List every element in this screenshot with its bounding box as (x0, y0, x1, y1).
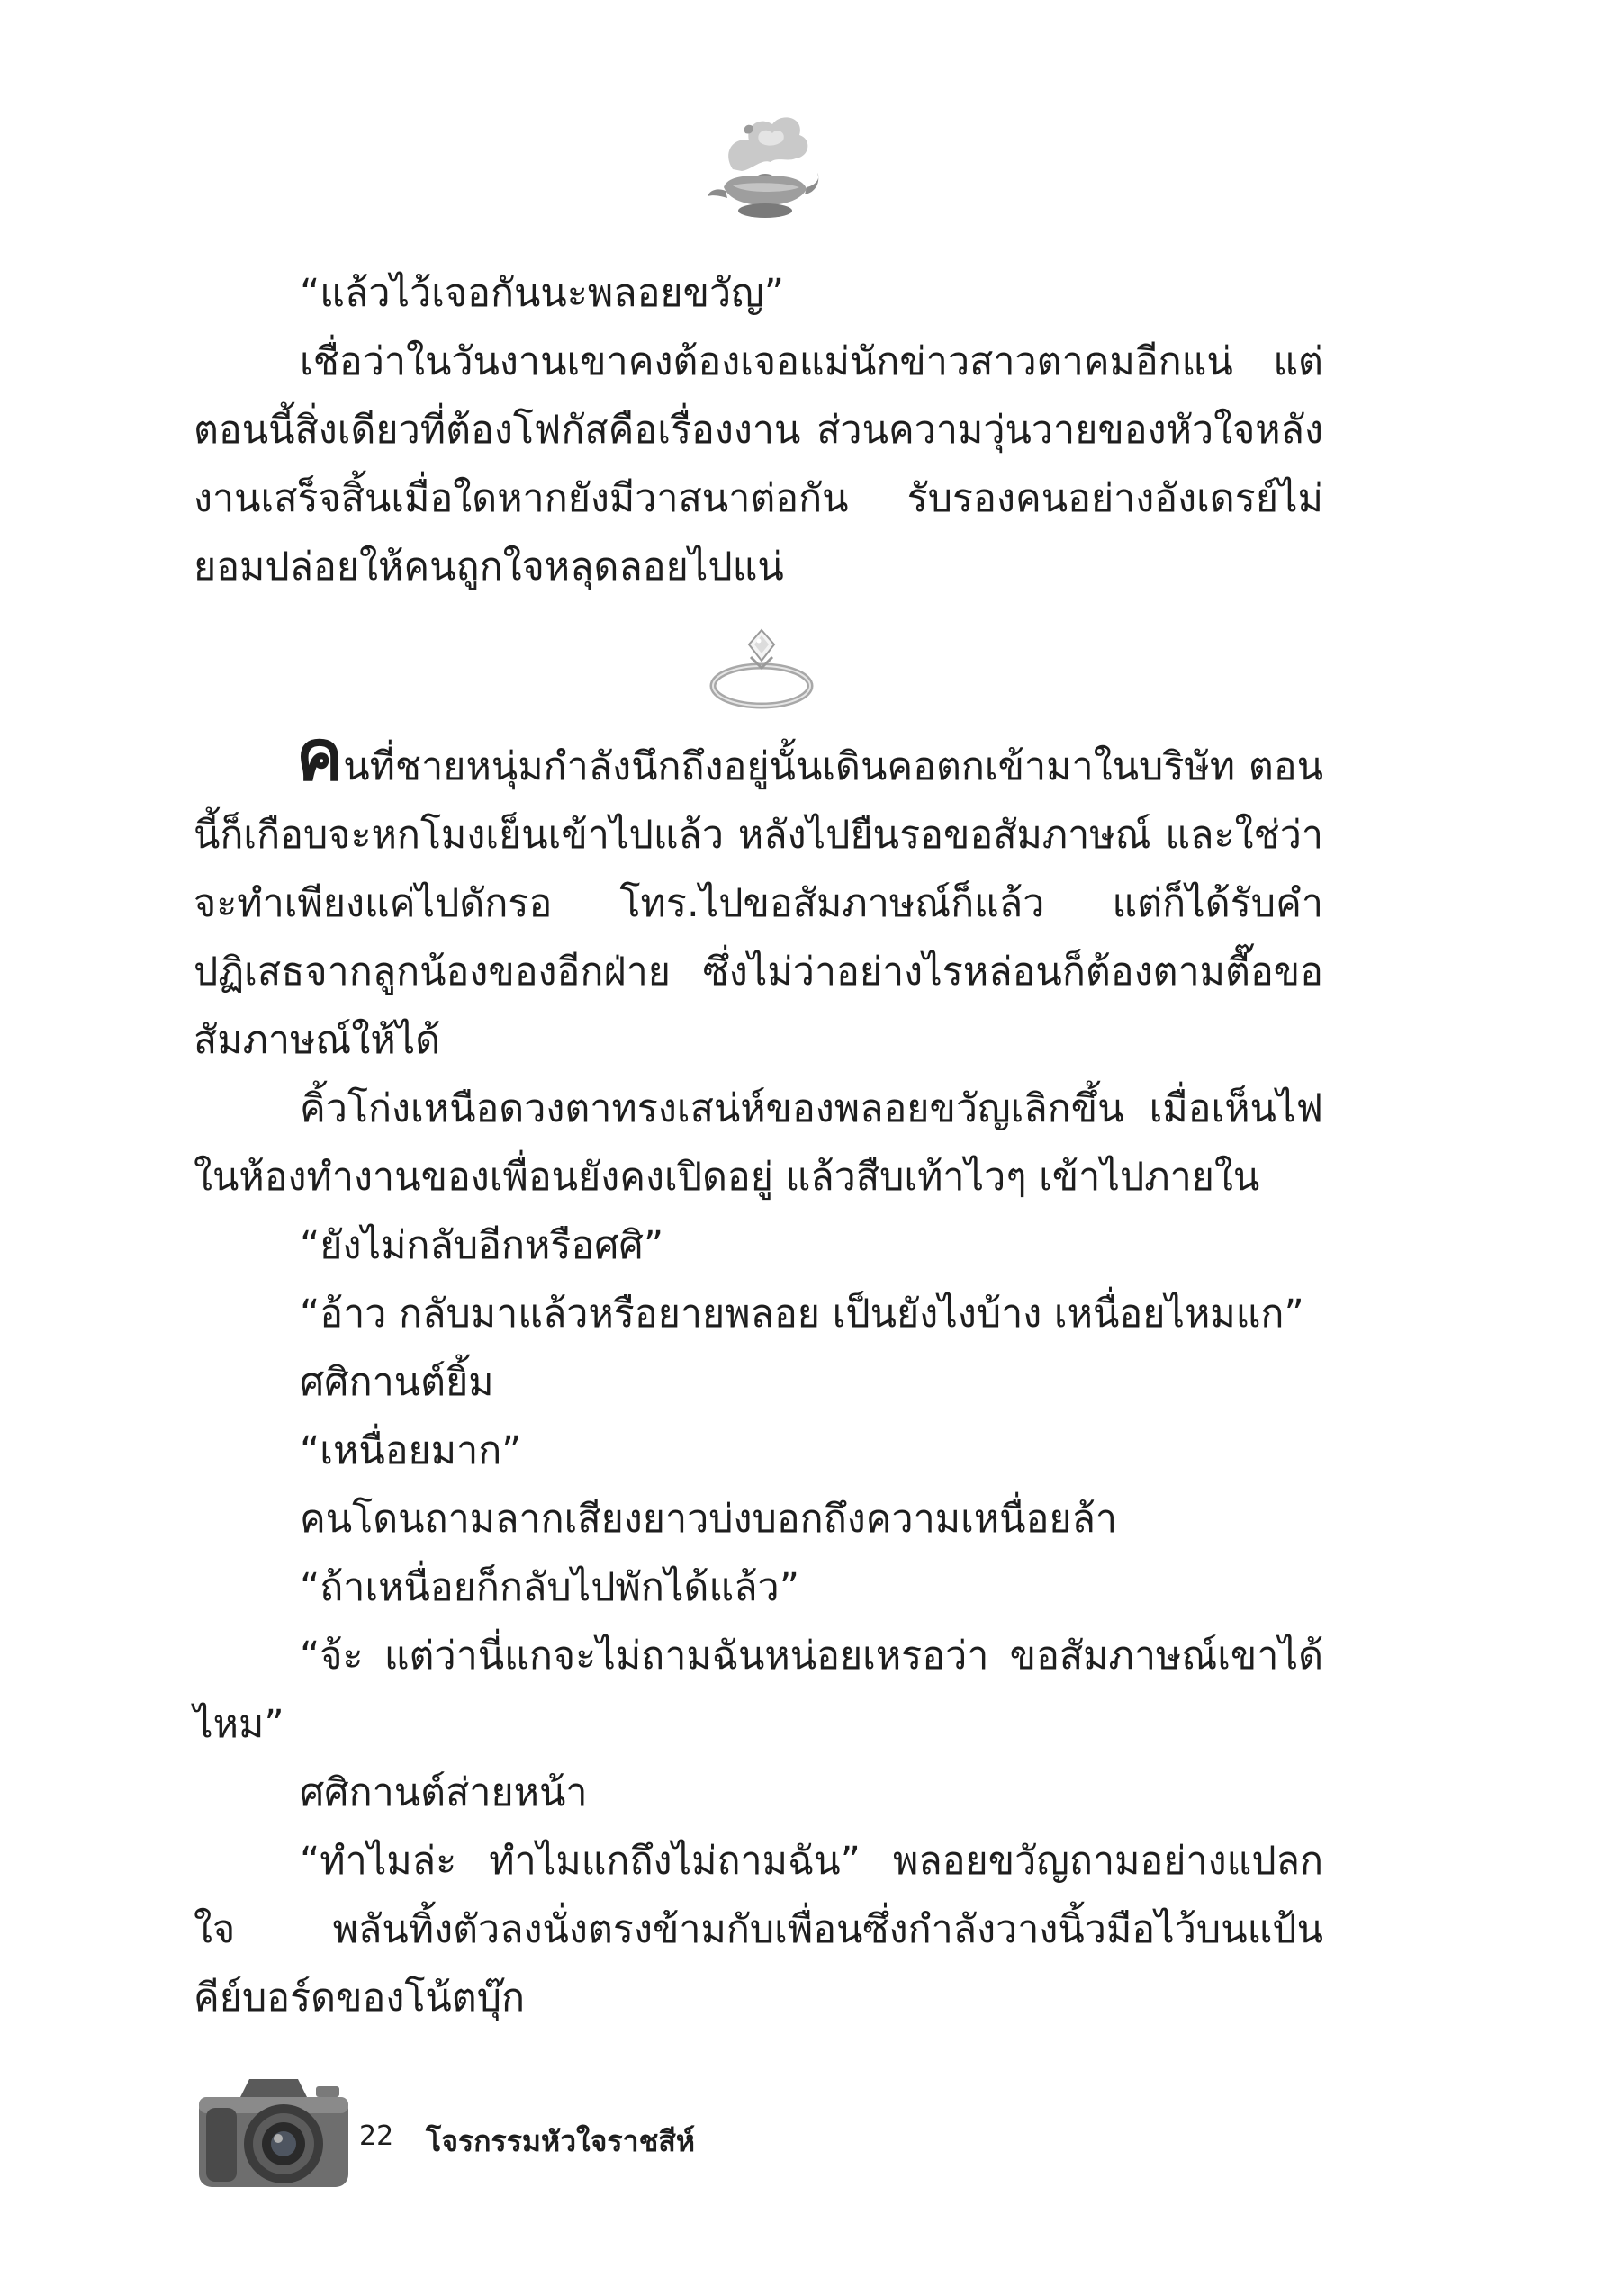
paragraph: ศศิกานต์ส่ายหน้า (300, 1770, 588, 1815)
body-text (194, 259, 1323, 2032)
page-number: 22 (359, 2120, 394, 2152)
dialogue: “จ้ะ แต่ว่านี่แกจะไม่ถามฉันหน่อยเหรอว่า ขอสัมภาษณ์เขาได้ไหม” (194, 1634, 1323, 1747)
dialogue: “เหนื่อยมาก” (300, 1428, 522, 1473)
paragraph: คนโดนถามลากเสียงยาวบ่งบอกถึงความเหนื่อยล้า (300, 1497, 1118, 1542)
dialogue: “อ้าว กลับมาแล้วหรือยายพลอย เป็นยังไงบ้าง เหนื่อยไหมแก” (300, 1292, 1304, 1337)
book-title: โจรกรรมหัวใจราชสีห์ (426, 2124, 695, 2158)
paragraph-text: นที่ชายหนุ่มกำลังนึกถึงอยู่นั้นเดินคอตกเข้ามาในบริษัท ตอนนี้ก็เกือบจะหกโมงเย็นเข้าไปแล้ว หลังไปยืนรอขอสัมภาษณ์ และใช่ว่าจะทำเพียงแค่ไปดักรอ โทร.ไปขอสัมภาษณ์ก็แล้ว แต่ก็ได้รับคำปฏิเสธจากลูกน้องของอีกฝ่าย ซึ่งไม่ว่าอย่างไรหล่อนก็ต้องตามตื๊อขอสัมภาษณ์ให้ได้ (194, 744, 1323, 1063)
paragraph: คิ้วโก่งเหนือดวงตาทรงเสน่ห์ของพลอยขวัญเลิกขึ้น เมื่อเห็นไฟในห้องทำงานของเพื่อนยังคงเปิดอยู่ แล้วสืบเท้าไวๆ เข้าไปภายใน (194, 1086, 1323, 1200)
paragraph: “ทำไมล่ะ ทำไมแกถึงไม่ถามฉัน” พลอยขวัญถามอย่างแปลกใจ พลันทิ้งตัวลงนั่งตรงข้ามกับเพื่อนซึ่งกำลังวางนิ้วมือไว้บนแป้นคีย์บอร์ดของโน้ตบุ๊ก (194, 1839, 1323, 2021)
camera-icon (194, 2070, 354, 2192)
dialogue: “ถ้าเหนื่อยก็กลับไปพักได้แล้ว” (300, 1565, 799, 1610)
paragraph (194, 716, 1323, 1075)
paragraph: ศศิกานต์ยิ้ม (300, 1360, 494, 1405)
section-break (194, 601, 1323, 729)
paragraph: เชื่อว่าในวันงานเขาคงต้องเจอแม่นักข่าวสาวตาคมอีกแน่ แต่ตอนนี้สิ่งเดียวที่ต้องโฟกัสคือเรื่องงาน ส่วนความวุ่นวายของหัวใจหลังงานเสร็จสิ้นเมื่อใดหากยังมีวาสนาต่อกัน รับรองคนอย่างอังเดรย์ไม่ยอมปล่อยให้คนถูกใจหลุดลอยไปแน่ (194, 339, 1323, 590)
drop-cap: ค (296, 716, 344, 797)
dialogue: “ยังไม่กลับอีกหรือศศิ” (300, 1223, 664, 1268)
genie-lamp-icon (706, 106, 823, 221)
paragraph: “แล้วไว้เจอกันนะพลอยขวัญ” (300, 271, 785, 316)
page-footer (194, 2070, 1364, 2196)
